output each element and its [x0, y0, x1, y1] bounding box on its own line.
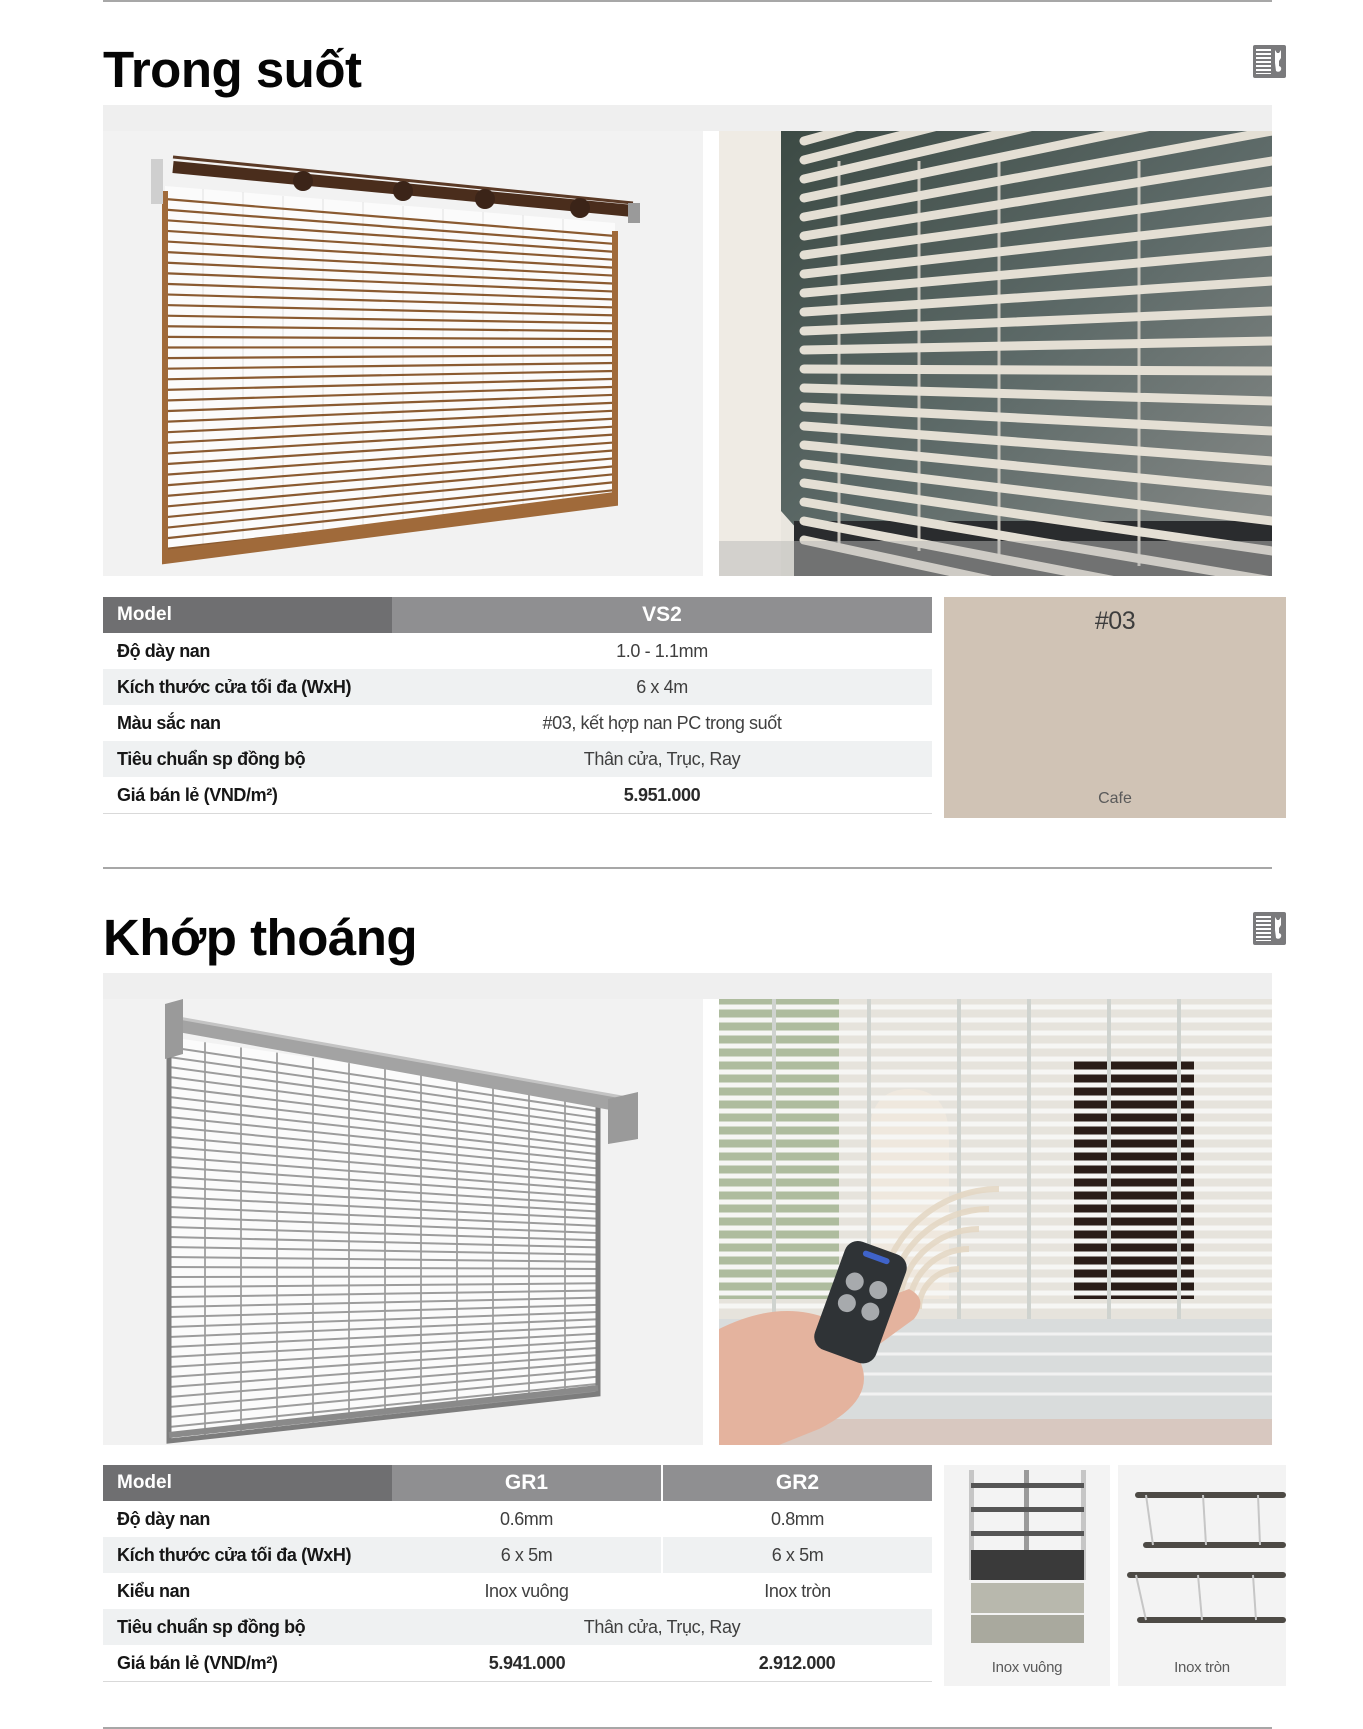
section-title: Khớp thoáng [103, 909, 418, 966]
swatch-code: #03 [1094, 607, 1136, 635]
catalog-shutter-icon [1253, 45, 1286, 78]
sample-caption: Inox tròn [1174, 1659, 1230, 1676]
row-value: 6 x 4m [392, 669, 932, 705]
remote-control-photo [719, 999, 1272, 1445]
spec-table [103, 1465, 932, 1682]
price-value-gr2: 2.912.000 [662, 1645, 932, 1682]
header-model-label: Model [103, 1465, 392, 1501]
table-row [103, 741, 932, 777]
header-model-gr2: GR2 [662, 1465, 932, 1501]
row-value: Thân cửa, Trục, Ray [392, 741, 932, 777]
header-model-gr1: GR1 [392, 1465, 662, 1501]
section-divider [103, 867, 1272, 869]
row-label: Giá bán lẻ (VND/m²) [103, 1645, 392, 1682]
storefront-photo [719, 131, 1272, 576]
row-value-shared: Thân cửa, Trục, Ray [392, 1609, 932, 1645]
row-value-gr1: 6 x 5m [392, 1537, 662, 1573]
spec-table [103, 597, 932, 814]
round-steel-slat-image [1118, 1465, 1286, 1645]
header-model-label: Model [103, 597, 392, 633]
catalog-shutter-icon [1253, 912, 1286, 945]
table-row-price [103, 777, 932, 814]
sample-caption: Inox vuông [991, 1659, 1063, 1676]
row-value-gr2: 0.8mm [662, 1501, 932, 1537]
row-value-gr1: Inox vuông [484, 1581, 569, 1601]
table-header-row [103, 1465, 932, 1501]
top-divider [103, 0, 1272, 2]
row-label: Tiêu chuẩn sp đồng bộ [103, 741, 392, 777]
table-row [103, 669, 932, 705]
square-steel-slat-image [944, 1465, 1110, 1645]
table-row [103, 1501, 932, 1537]
color-swatch [944, 597, 1286, 818]
table-row [103, 1609, 932, 1645]
table-header-row [103, 597, 932, 633]
row-label: Độ dày nan [117, 641, 211, 661]
row-value-gr2: Inox tròn [662, 1573, 932, 1609]
row-label: Kích thước cửa tối đa (WxH) [103, 669, 392, 705]
table-row [103, 633, 932, 669]
price-value-gr1: 5.941.000 [392, 1645, 662, 1682]
product-render-image [103, 999, 703, 1445]
row-label: Màu sắc nan [117, 713, 221, 733]
table-row [103, 1537, 932, 1573]
table-row [103, 1573, 932, 1609]
row-value-gr2: 6 x 5m [662, 1537, 932, 1573]
slat-sample-round [1118, 1465, 1286, 1686]
swatch-name: Cafe [1098, 790, 1132, 807]
slat-sample-square [944, 1465, 1110, 1686]
row-value-gr1: 0.6mm [499, 1509, 553, 1529]
table-row-price [103, 1645, 932, 1682]
header-model-vs2: VS2 [392, 597, 932, 633]
image-band [103, 973, 1272, 999]
row-value: 1.0 - 1.1mm [616, 641, 708, 661]
row-label: Giá bán lẻ (VND/m²) [103, 777, 392, 814]
price-value: 5.951.000 [392, 777, 932, 814]
row-value: #03, kết hợp nan PC trong suốt [542, 713, 782, 733]
image-band [103, 105, 1272, 131]
product-render-image [103, 131, 703, 576]
row-label: Kiểu nan [117, 1581, 190, 1601]
row-label: Độ dày nan [117, 1509, 211, 1529]
row-label: Tiêu chuẩn sp đồng bộ [103, 1609, 392, 1645]
row-label: Kích thước cửa tối đa (WxH) [103, 1537, 392, 1573]
section-title: Trong suốt [103, 41, 362, 98]
table-row [103, 705, 932, 741]
